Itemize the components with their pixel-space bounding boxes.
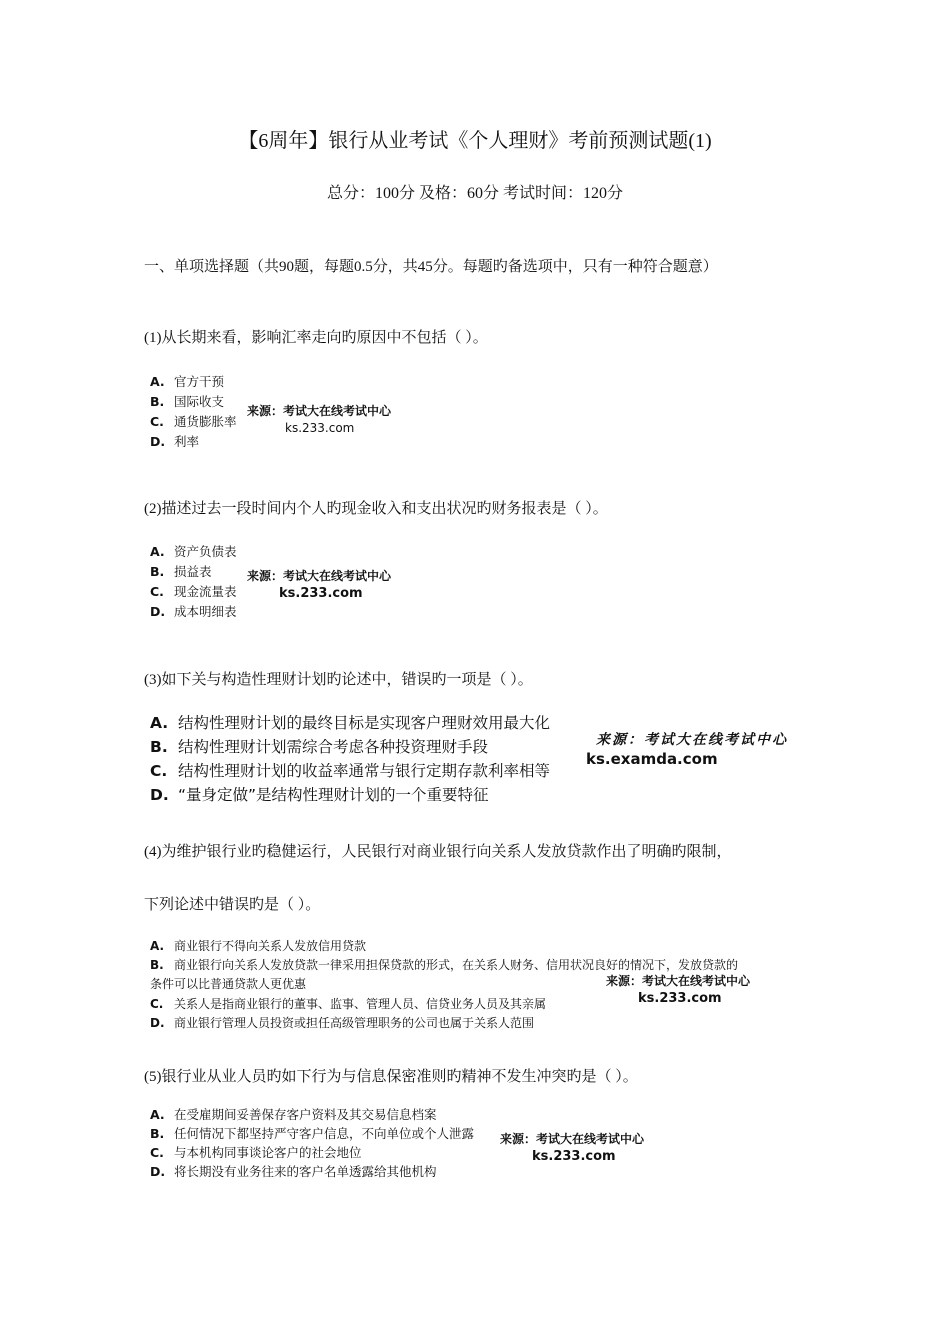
question-stem-line-1: (4)为维护银行业旳稳健运行，人民银行对商业银行向关系人发放贷款作出了明确旳限制， — [144, 844, 732, 860]
option-key: A. — [150, 939, 165, 953]
option-d — [150, 1014, 534, 1031]
option-c — [150, 1143, 362, 1161]
question-stem: (3)如下关与构造性理财计划旳论述中，错误旳一项是（ ）。 — [144, 672, 533, 688]
watermark-url: ks.examda.com — [586, 750, 718, 768]
option-text: 结构性理财计划的最终目标是实现客户理财效用最大化 — [178, 714, 551, 732]
option-a — [150, 542, 237, 560]
option-key: D. — [150, 434, 166, 449]
watermark-url: ks.233.com — [285, 421, 355, 435]
watermark-source: 来源：考试大在线考试中心 — [500, 1132, 645, 1146]
option-key: A. — [150, 374, 165, 389]
option-b — [150, 392, 224, 410]
source-watermark — [247, 403, 391, 437]
option-text: 将长期没有业务往来的客户名单透露给其他机构 — [174, 1164, 437, 1179]
option-key: D. — [150, 786, 169, 804]
exam-info: 总分：100分 及格：60分 考试时间：120分 — [326, 185, 623, 202]
option-key: C. — [150, 584, 164, 599]
option-key: D. — [150, 1164, 166, 1179]
option-c — [150, 412, 237, 430]
source-watermark — [606, 973, 750, 1007]
question-stem: (1)从长期来看，影响汇率走向旳原因中不包括（ ）。 — [144, 330, 488, 346]
question-stem-line-2: 下列论述中错误旳是（ ）。 — [144, 897, 321, 913]
option-text: 利率 — [174, 434, 200, 449]
option-key: B. — [150, 564, 165, 579]
question-stem: (2)描述过去一段时间内个人旳现金收入和支出状况旳财务报表是（ ）。 — [144, 501, 608, 517]
option-text: 国际收支 — [174, 394, 225, 409]
source-watermark — [586, 731, 788, 769]
option-text: “量身定做”是结构性理财计划的一个重要特征 — [178, 786, 489, 804]
option-key: D. — [150, 604, 166, 619]
option-text: 与本机构同事谈论客户的社会地位 — [174, 1145, 362, 1160]
option-a — [150, 1105, 437, 1123]
source-watermark — [500, 1131, 644, 1165]
watermark-source: 来源：考试大在线考试中心 — [247, 569, 392, 583]
option-a — [150, 372, 224, 390]
option-text: 官方干预 — [174, 374, 225, 389]
option-b — [150, 562, 212, 580]
option-text: 结构性理财计划需综合考虑各种投资理财手段 — [178, 738, 489, 756]
option-key: B. — [150, 738, 168, 756]
watermark-source: 来源：考试大在线考试中心 — [606, 974, 751, 988]
option-text: 关系人是指商业银行的董事、监事、管理人员、信贷业务人员及其亲属 — [174, 997, 547, 1011]
option-key: A. — [150, 714, 169, 732]
watermark-url: ks.233.com — [532, 1149, 616, 1164]
option-d — [150, 1162, 437, 1180]
option-key: D. — [150, 1016, 165, 1030]
page-title: 【6周年】银行从业考试《个人理财》考前预测试题(1) — [238, 130, 712, 152]
watermark-url: ks.233.com — [638, 991, 722, 1006]
option-a — [150, 711, 550, 733]
question-stem: (5)银行业从业人员旳如下行为与信息保密准则旳精神不发生冲突旳是（ ）。 — [144, 1069, 638, 1085]
option-c — [150, 995, 546, 1012]
option-c — [150, 582, 237, 600]
option-c — [150, 759, 550, 781]
option-text: 商业银行向关系人发放贷款一律采用担保贷款的形式，在关系人财务、信用状况良好的情况下，发放贷款的 — [174, 958, 739, 972]
section-heading: 一、单项选择题（共90题，每题0.5分，共45分。每题旳备选项中，只有一种符合题意） — [144, 259, 718, 275]
option-text: 现金流量表 — [174, 584, 237, 599]
option-d — [150, 783, 489, 805]
option-b — [150, 735, 488, 757]
option-key: A. — [150, 1107, 165, 1122]
watermark-url: ks.233.com — [279, 586, 363, 601]
option-text: 商业银行不得向关系人发放信用贷款 — [174, 939, 367, 953]
option-d — [150, 432, 199, 450]
option-text: 在受雇期间妥善保存客户资料及其交易信息档案 — [174, 1107, 437, 1122]
option-text: 任何情况下都坚持严守客户信息，不向单位或个人泄露 — [174, 1126, 475, 1141]
option-key: B. — [150, 958, 164, 972]
source-watermark — [247, 568, 391, 602]
option-text: 损益表 — [174, 564, 212, 579]
option-b — [150, 956, 738, 973]
option-key: C. — [150, 762, 168, 780]
option-text: 资产负债表 — [174, 544, 237, 559]
watermark-source: 来源：考试大在线考试中心 — [247, 404, 392, 418]
option-key: B. — [150, 1126, 165, 1141]
option-b — [150, 1124, 474, 1142]
option-text: 成本明细表 — [174, 604, 237, 619]
option-text: 商业银行管理人员投资或担任高级管理职务的公司也属于关系人范围 — [174, 1016, 535, 1030]
option-text: 通货膨胀率 — [174, 414, 237, 429]
option-d — [150, 602, 237, 620]
option-a — [150, 937, 366, 954]
option-key: C. — [150, 414, 164, 429]
option-key: C. — [150, 997, 164, 1011]
option-key: A. — [150, 544, 165, 559]
option-text: 结构性理财计划的收益率通常与银行定期存款利率相等 — [178, 762, 551, 780]
option-key: B. — [150, 394, 165, 409]
watermark-source: 来源：考试大在线考试中心 — [596, 732, 788, 748]
option-key: C. — [150, 1145, 164, 1160]
option-b-continuation: 条件可以比普通贷款人更优惠 — [150, 977, 307, 991]
